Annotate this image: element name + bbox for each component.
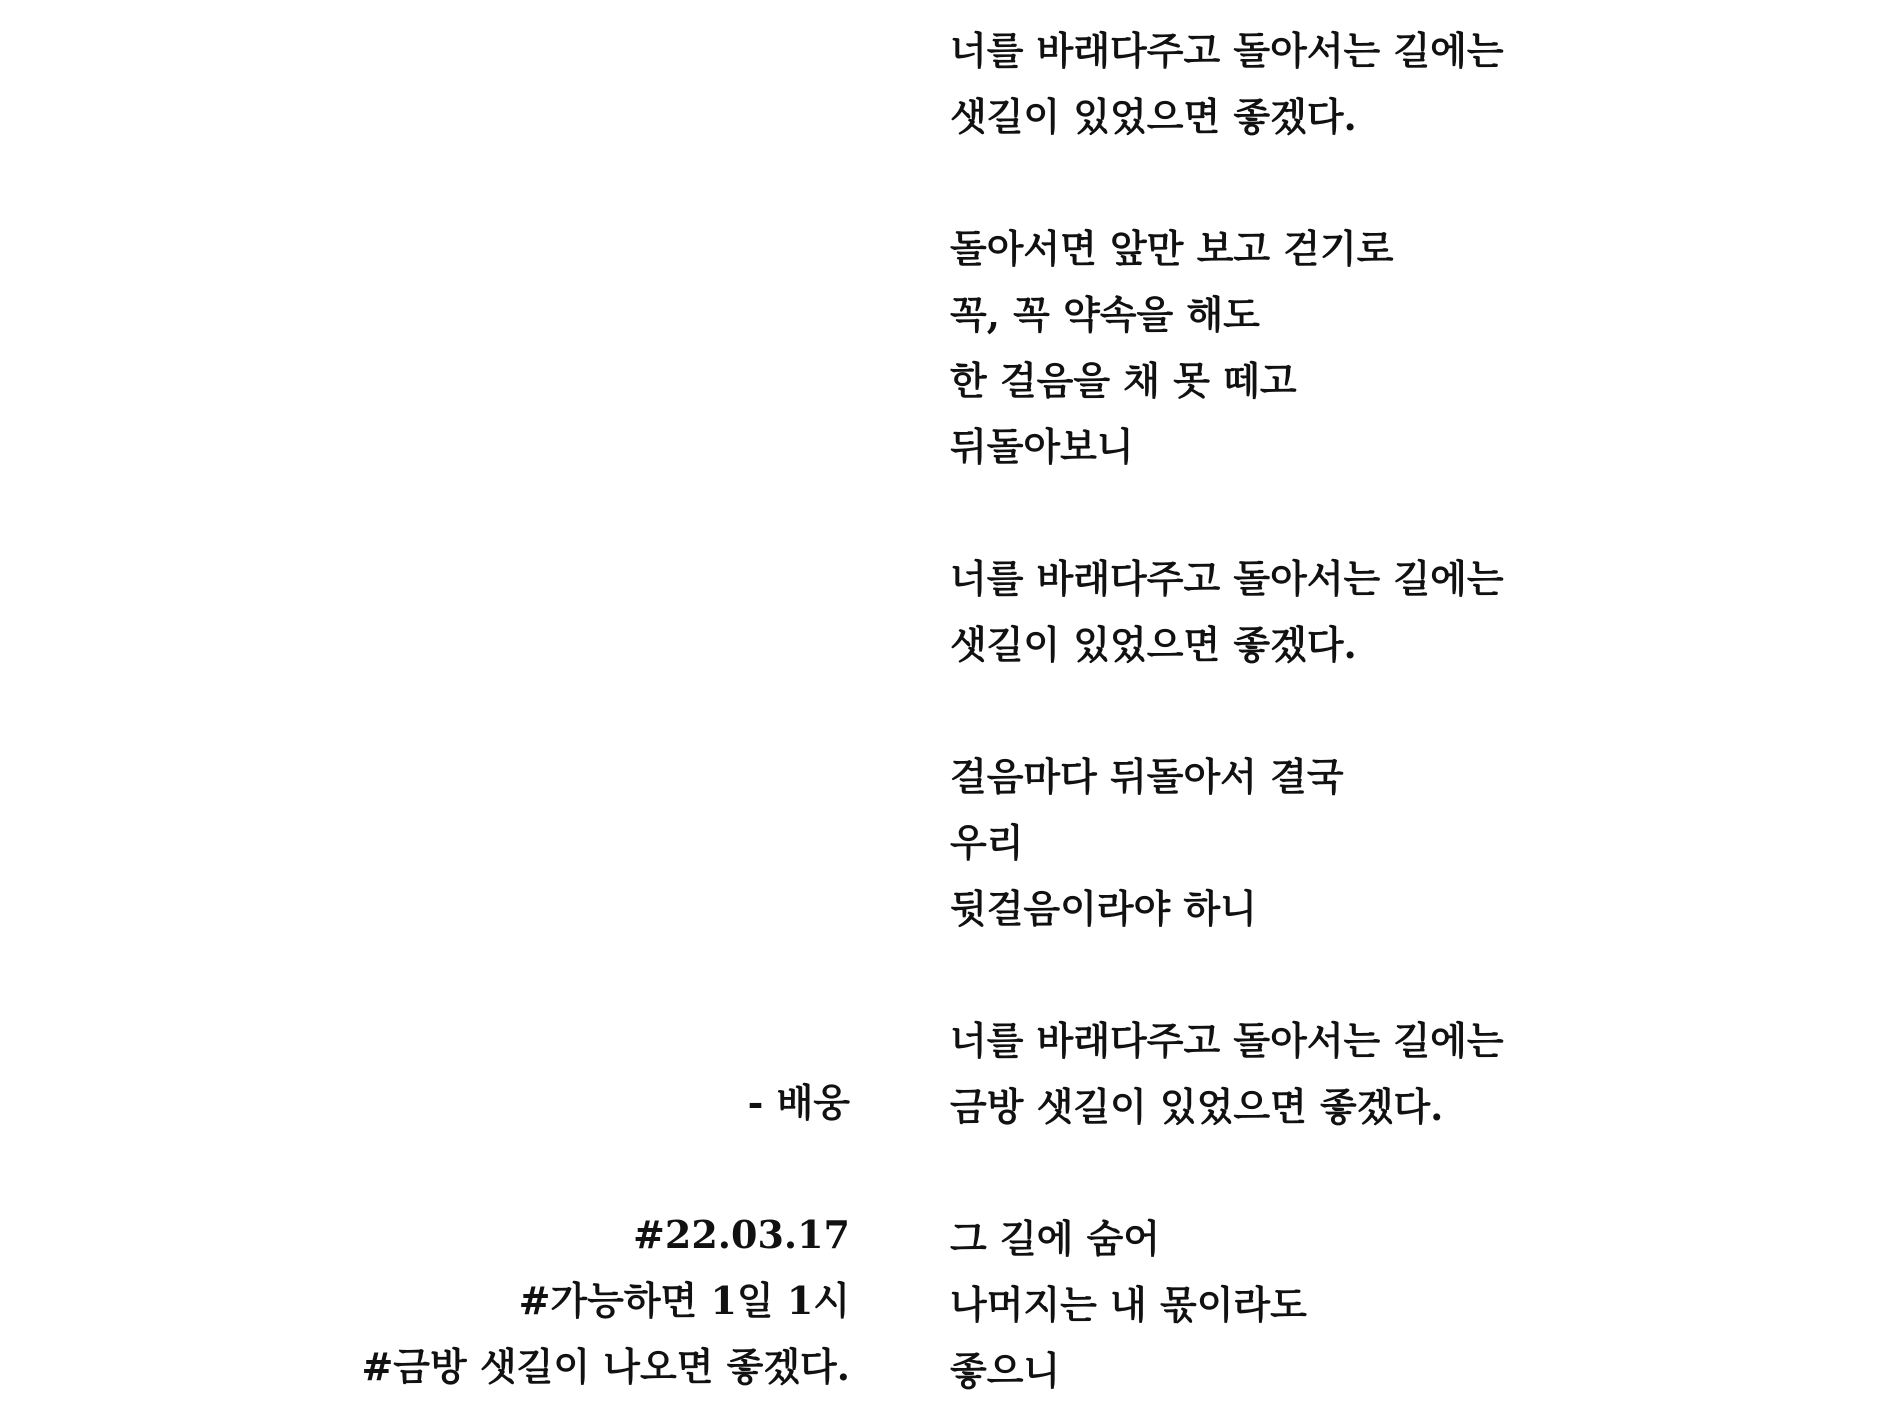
poem-line: 나머지는 내 몫이라도 xyxy=(950,1282,1307,1327)
poem-line: 너를 바래다주고 돌아서는 길에는 xyxy=(950,1018,1504,1063)
stanza-break xyxy=(950,678,1850,744)
poem-line: 꼭, 꼭 약속을 해도 xyxy=(950,292,1260,337)
hashtag-wish: #금방 샛길이 나오면 좋겠다. xyxy=(361,1344,850,1389)
poem-body xyxy=(950,18,1850,1404)
poem-line: 한 걸음을 채 못 떼고 xyxy=(950,358,1297,403)
poem-line: 그 길에 숨어 xyxy=(950,1216,1160,1261)
poem-line: 좋으니 xyxy=(950,1348,1061,1393)
hashtag-list xyxy=(361,1202,850,1400)
poem-line: 걸음마다 뒤돌아서 결국 xyxy=(950,754,1344,799)
stanza-break xyxy=(950,480,1850,546)
poem-line: 뒷걸음이라야 하니 xyxy=(950,886,1257,931)
stanza-break xyxy=(950,1140,1850,1206)
poem-line: 샛길이 있었으면 좋겠다. xyxy=(950,94,1357,139)
poem-title-author: - 배웅 xyxy=(747,1080,850,1125)
poem-line: 뒤돌아보니 xyxy=(950,424,1134,469)
poem-line: 금방 샛길이 있었으면 좋겠다. xyxy=(950,1084,1444,1129)
poem-line: 너를 바래다주고 돌아서는 길에는 xyxy=(950,28,1504,73)
poem-line: 너를 바래다주고 돌아서는 길에는 xyxy=(950,556,1504,601)
stanza-break xyxy=(950,150,1850,216)
hashtag-series: #가능하면 1일 1시 xyxy=(518,1278,850,1323)
hashtag-date: #22.03.17 xyxy=(633,1212,850,1257)
stanza-break xyxy=(950,942,1850,1008)
poem-line: 샛길이 있었으면 좋겠다. xyxy=(950,622,1357,667)
poem-line: 우리 xyxy=(950,820,1024,865)
poem-line: 돌아서면 앞만 보고 걷기로 xyxy=(950,226,1394,271)
